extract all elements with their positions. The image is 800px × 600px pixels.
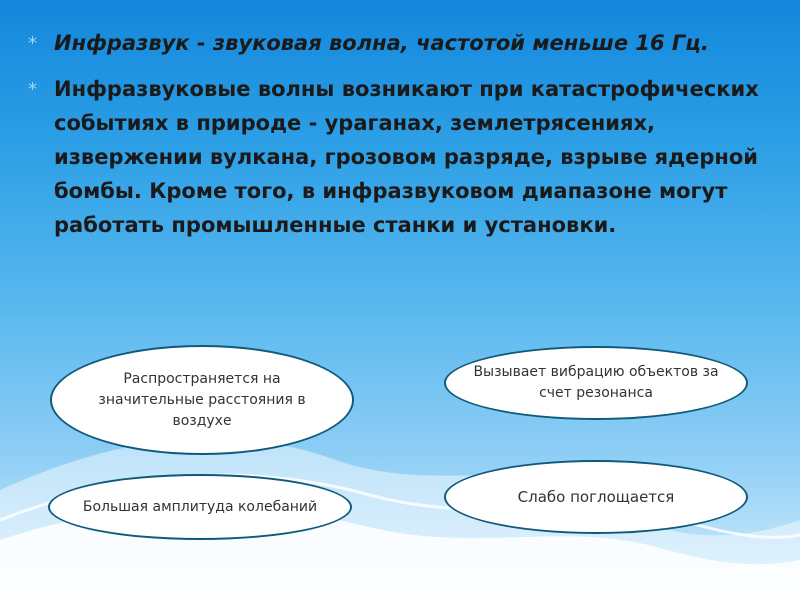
bullet-definition-text: Инфразвук - звуковая волна, частотой меньше 16 Гц.: [54, 31, 709, 55]
oval-propagation: Распространяется на значительные расстояния в воздухе: [50, 345, 354, 455]
oval-amplitude: Большая амплитуда колебаний: [48, 474, 352, 540]
bullet-sources-text: Инфразвуковые волны возникают при катастрофических событиях в природе - ураганах, землетрясениях, извержении вулкана, грозовом разряде, взрыве ядерной бомбы. Кроме того, в инфразвуковом диапазоне могут работать промышленные станки и установки.: [54, 77, 759, 237]
oval-vibration: Вызывает вибрацию объектов за счет резонанса: [444, 346, 748, 420]
bullet-list: [28, 26, 768, 254]
bullet-definition: [28, 26, 768, 60]
bullet-sources: [28, 72, 768, 242]
oval-absorption: Слабо поглощается: [444, 460, 748, 534]
bullet-asterisk-icon: *: [28, 33, 37, 54]
bullet-asterisk-icon: *: [28, 79, 37, 100]
